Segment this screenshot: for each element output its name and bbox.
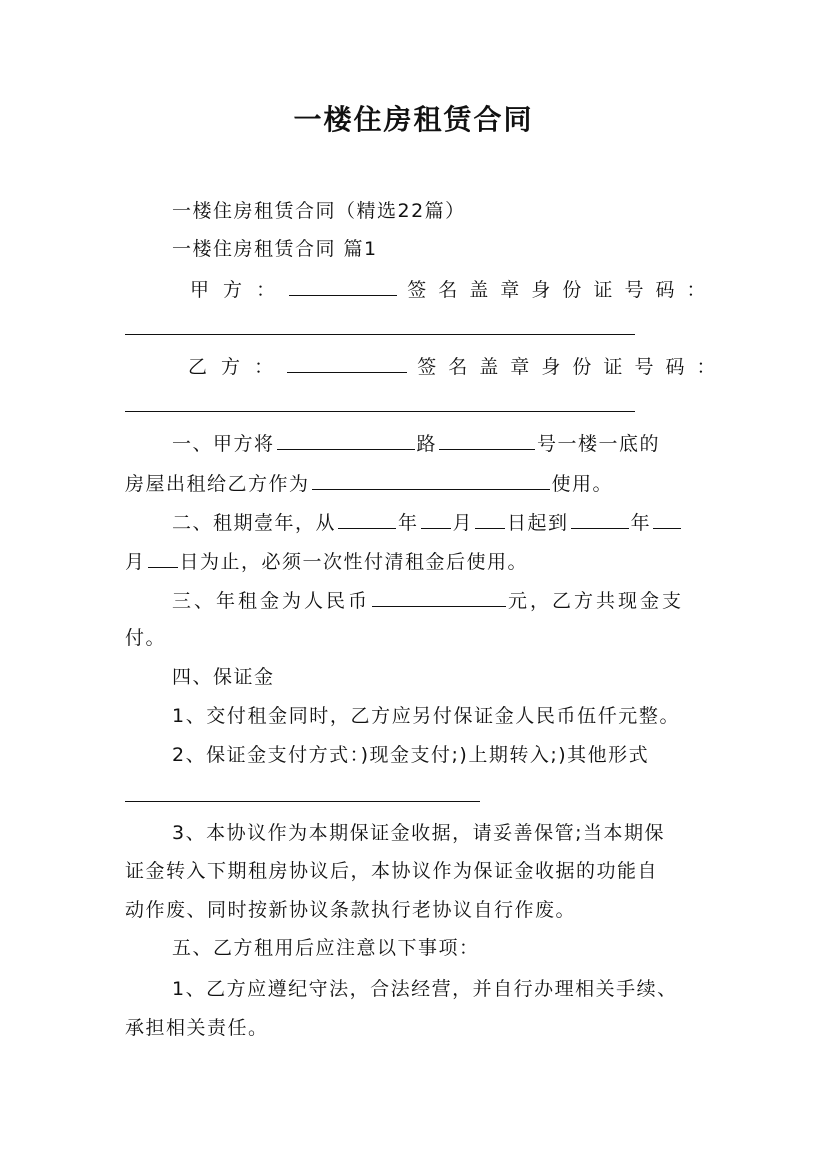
clause-4-item-3-line-3 xyxy=(0,896,827,924)
clause-3-text-b: 元，乙方共现金支 xyxy=(508,590,685,612)
party-b-id-rule xyxy=(125,411,635,412)
clause-2-text-a: 二、租期壹年，从 xyxy=(172,512,337,534)
clause-2-line-1 xyxy=(0,509,827,537)
clause-4-other-form-rule xyxy=(125,801,480,802)
clause-4-item-1-text: 1、交付租金同时，乙方应另付保证金人民币伍仟元整。 xyxy=(172,705,681,727)
clause-1-blank-usage xyxy=(312,470,550,490)
party-a-blank xyxy=(289,276,397,296)
clause-1-text-b: 路 xyxy=(416,433,438,455)
document-title: 一楼住房租赁合同 xyxy=(293,103,534,136)
clause-2-text-c: 月 xyxy=(452,512,474,534)
clause-2-blank-start-month xyxy=(421,509,451,529)
clause-4-item-2 xyxy=(0,741,827,769)
party-b-blank xyxy=(287,353,407,373)
intro-line-1 xyxy=(0,197,827,225)
intro-text-2: 一楼住房租赁合同 篇1 xyxy=(172,238,378,260)
clause-2-blank-end-day xyxy=(148,548,178,568)
clause-4-item-3-line-1 xyxy=(0,819,827,847)
party-a-sign-label: 签 名 盖 章 身 份 证 号 码 ： xyxy=(407,279,709,301)
clause-5-heading xyxy=(0,934,827,962)
clause-5-item-1-line-1 xyxy=(0,975,827,1003)
party-a-id-rule xyxy=(125,334,635,335)
clause-2-blank-end-year xyxy=(571,509,629,529)
clause-2-text-b: 年 xyxy=(398,512,419,534)
clause-5-item-1-text-a: 1、乙方应遵纪守法，合法经营，并自行办理相关手续、 xyxy=(172,978,678,1000)
clause-2-blank-start-day xyxy=(475,509,505,529)
clause-1-blank-road xyxy=(277,430,415,450)
clause-3-text-c: 付。 xyxy=(125,627,167,649)
intro-line-2 xyxy=(0,235,827,263)
clause-2-text-g: 日为止，必须一次性付清租金后使用。 xyxy=(179,551,529,573)
clause-3-text-a: 三、年租金为人民币 xyxy=(172,590,371,612)
clause-4-item-3-text-c: 动作废、同时按新协议条款执行老协议自行作废。 xyxy=(125,899,577,921)
clause-1-text-e: 使用。 xyxy=(551,473,614,495)
clause-1-text-a: 一、甲方将 xyxy=(172,433,275,455)
clause-4-heading-text: 四、保证金 xyxy=(172,666,275,688)
intro-text-1: 一楼住房租赁合同（精选22篇） xyxy=(172,200,466,222)
clause-5-item-1-line-2 xyxy=(0,1014,827,1042)
clause-1-text-c: 号一楼一底的 xyxy=(537,433,661,455)
clause-3-blank-rent xyxy=(372,587,506,607)
clause-3-line-1 xyxy=(0,587,827,615)
clause-2-blank-start-year xyxy=(338,509,396,529)
clause-4-item-3-text-a: 3、本协议作为本期保证金收据，请妥善保管;当本期保 xyxy=(172,822,665,844)
clause-1-line-2 xyxy=(0,470,827,498)
clause-4-item-1 xyxy=(0,702,827,730)
party-b-line xyxy=(0,353,827,381)
clause-4-item-3-text-b: 证金转入下期租房协议后，本协议作为保证金收据的功能自 xyxy=(125,860,659,882)
clause-5-heading-text: 五、乙方租用后应注意以下事项： xyxy=(172,937,480,959)
clause-2-text-d: 日起到 xyxy=(507,512,569,534)
party-a-label: 甲 方 ： xyxy=(190,279,280,301)
clause-1-text-d: 房屋出租给乙方作为 xyxy=(125,473,310,495)
clause-2-text-f: 月 xyxy=(125,551,146,573)
clause-2-text-e: 年 xyxy=(630,512,652,534)
clause-2-line-2 xyxy=(0,548,827,576)
party-a-line xyxy=(0,276,827,304)
clause-4-item-3-line-2 xyxy=(0,857,827,885)
party-b-sign-label: 签 名 盖 章 身 份 证 号 码 ： xyxy=(417,356,719,378)
clause-1-line-1 xyxy=(0,430,827,458)
clause-1-blank-number xyxy=(439,430,535,450)
party-b-label: 乙 方 ： xyxy=(188,356,278,378)
clause-2-blank-end-month-a xyxy=(653,509,681,529)
clause-5-item-1-text-b: 承担相关责任。 xyxy=(125,1017,269,1039)
clause-3-line-2 xyxy=(0,624,827,652)
clause-4-heading xyxy=(0,663,827,691)
clause-4-item-2-text: 2、保证金支付方式：)现金支付;)上期转入;)其他形式 xyxy=(172,744,650,766)
